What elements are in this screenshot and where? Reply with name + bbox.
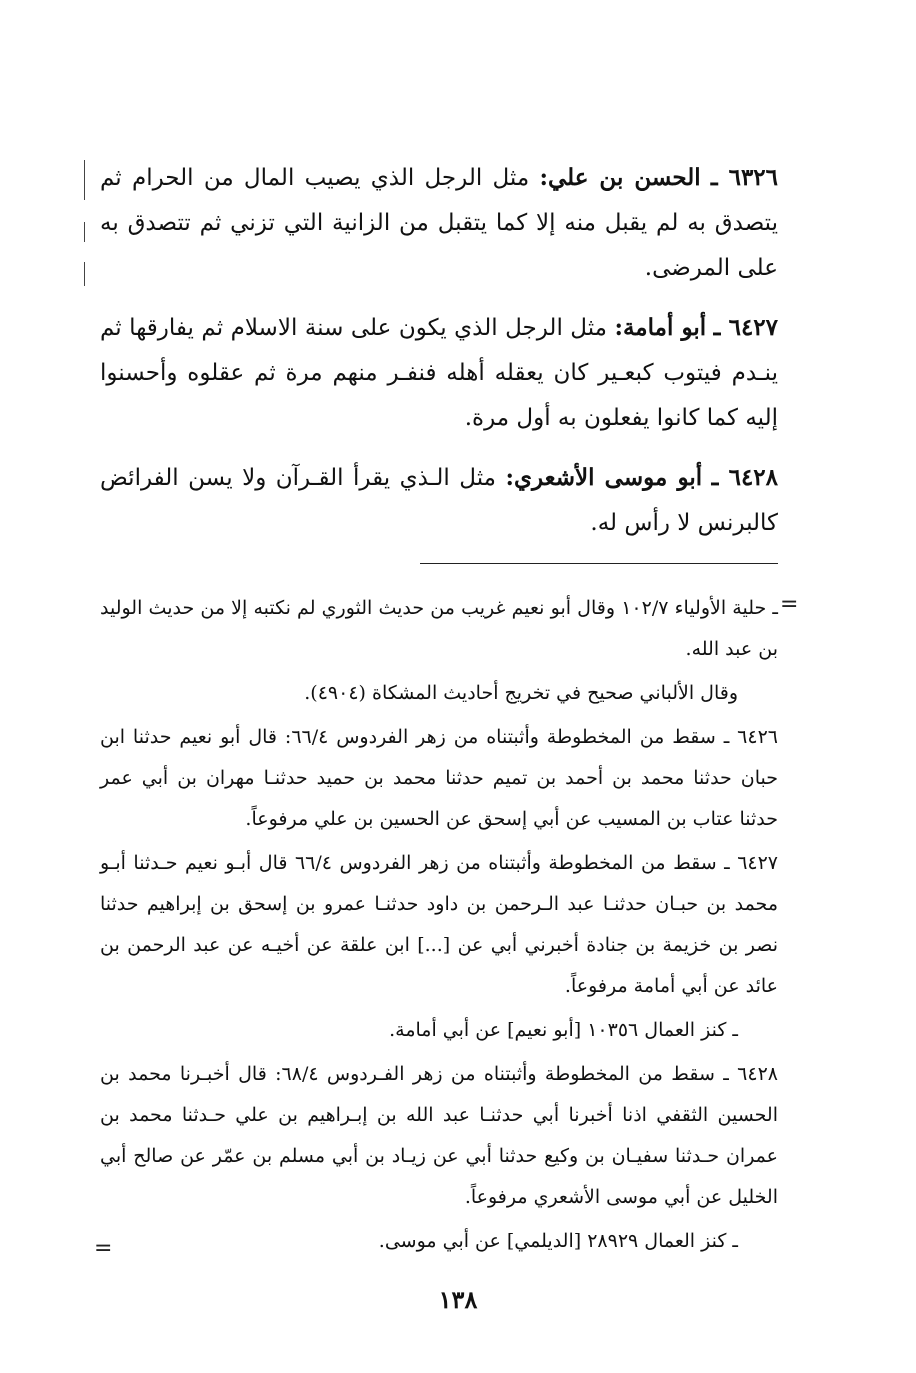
footnote-separator bbox=[420, 563, 778, 564]
footnote: ـ كنز العمال ١٠٣٥٦ [أبو نعيم] عن أبي أمامة. bbox=[389, 1019, 738, 1041]
footnote: ـ كنز العمال ٢٨٩٢٩ [الديلمي] عن أبي موسى. bbox=[378, 1230, 738, 1252]
page-number: ١٣٨ bbox=[438, 1285, 478, 1314]
hadith-entry bbox=[100, 305, 778, 441]
footnote: ٦٤٢٦ ـ سقط من المخطوطة وأثبتناه من زهر الفردوس ٦٦/٤: قال أبو نعيم حدثنا ابن حبان حدثنا محمد بن أحمد بن تميم حدثنا محمد بن حميد حدثنـا مهران بن أبي عمر حدثنا عتاب بن المسيب عن أبي إسحق عن الحسين بن علي مرفوعاً. bbox=[100, 726, 778, 830]
entry-number: ٦٤٢٧ ـ bbox=[713, 314, 779, 341]
margin-line-mark bbox=[84, 222, 85, 242]
margin-line-mark bbox=[84, 160, 85, 200]
entry-text: مثل الـذي يقرأ القـرآن ولا يسن الفرائض كالبرنس لا رأس له. bbox=[100, 465, 778, 536]
entry-narrator: أبو أمامة: bbox=[614, 314, 707, 341]
continuation-mark: = bbox=[94, 1236, 113, 1261]
margin-line-mark bbox=[84, 262, 85, 286]
footnotes bbox=[100, 588, 778, 1265]
main-text bbox=[100, 155, 778, 560]
entry-number: ٦٣٢٦ ـ bbox=[710, 164, 779, 191]
entry-text: مثل الرجل الذي يكون على سنة الاسلام ثم يفارقها ثم ينـدم فيتوب كبعـير كان يعقله أهله فنفـر منهم مرة ثم عقلوه وأحسنوا إليه كما كانوا يفعلون به أول مرة. bbox=[100, 315, 778, 431]
entry-narrator: أبو موسى الأشعري: bbox=[505, 464, 703, 491]
footnote: ـ حلية الأولياء ١٠٢/٧ وقال أبو نعيم غريب من حديث الثوري لم نكتبه إلا من حديث الوليد بن عبد الله. bbox=[100, 597, 778, 660]
footnote: وقال الألباني صحيح في تخريج أحاديث المشكاة (٤٩٠٤). bbox=[304, 682, 738, 704]
footnote: ٦٤٢٧ ـ سقط من المخطوطة وأثبتناه من زهر الفردوس ٦٦/٤ قال أبـو نعيم حـدثنا أبـو محمد بن حبـان حدثنـا عبد الـرحمن بن داود حدثنـا عمرو بن إسحق بن إبراهيم حدثنا نصر بن خزيمة بن جنادة أخبرني أبي عن [...] ابن علقة عن أخيـه عن عبد الرحمن بن عائد عن أبي أمامة مرفوعاً. bbox=[100, 852, 779, 997]
continuation-mark: = bbox=[780, 592, 799, 617]
entry-narrator: الحسن بن علي: bbox=[539, 164, 701, 191]
entry-text: مثل الرجل الذي يصيب المال من الحرام ثم يتصدق به لم يقبل منه إلا كما يتقبل من الزانية التي تزني ثم تتصدق به على المرضى. bbox=[100, 165, 778, 281]
hadith-entry bbox=[100, 455, 778, 546]
entry-number: ٦٤٢٨ ـ bbox=[711, 464, 779, 491]
hadith-entry bbox=[100, 155, 778, 291]
footnote: ٦٤٢٨ ـ سقط من المخطوطة وأثبتناه من زهر الفـردوس ٦٨/٤: قال أخبـرنا محمد بن الحسين الثقفي اذنا أخبرنا أبي حدثنـا عبد الله بن إبـراهيم بن علي حـدثنا محمد بن عمران حـدثنا سفيـان بن وكيع حدثنا أبي عن زيـاد بن أبي مسلم بن عمّر عن صالح أبي الخليل عن أبي موسى الأشعري مرفوعاً. bbox=[100, 1063, 778, 1208]
